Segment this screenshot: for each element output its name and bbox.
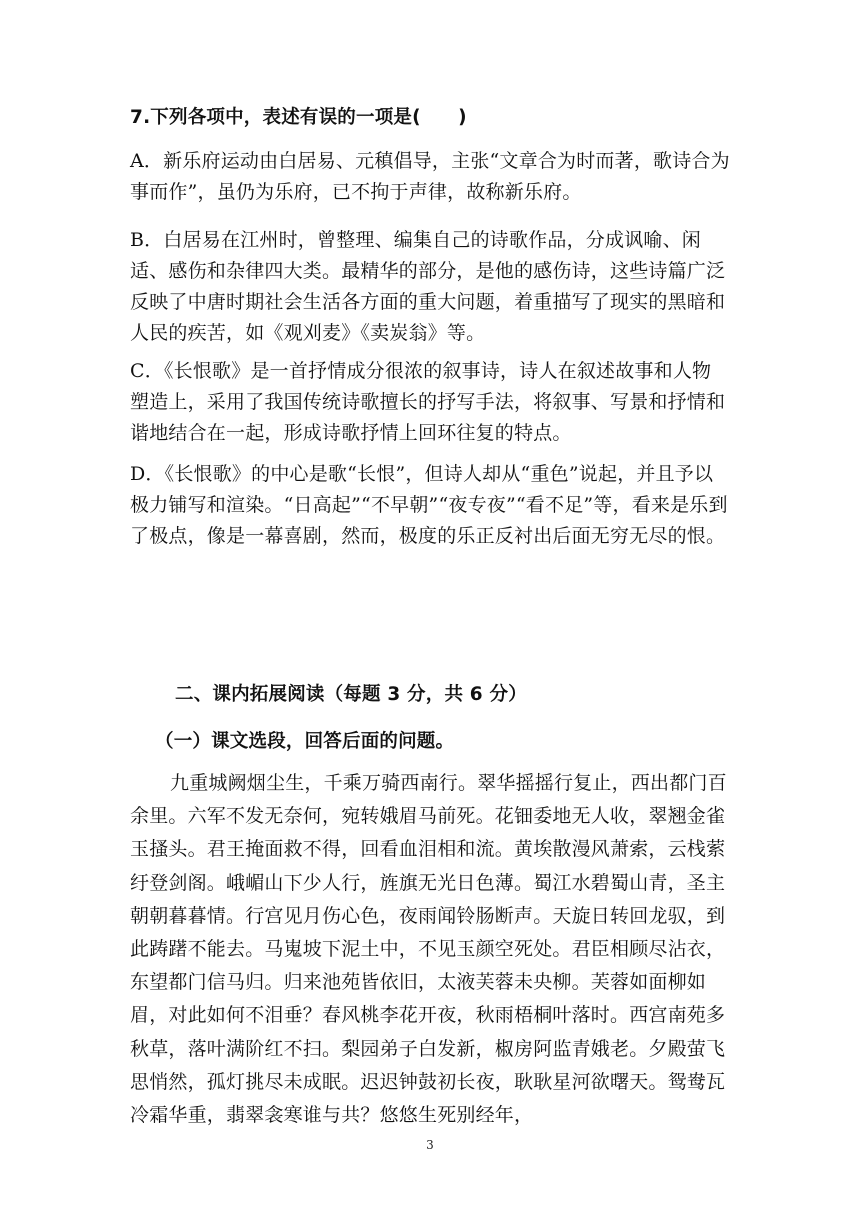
passage-text: 九重城阙烟尘生，千乘万骑西南行。翠华摇摇行复止，西出都门百余里。六军不发无奈何，宛转娥眉马前死。花钿委地无人收，翠翘金雀玉搔头。君王掩面救不得，回看血泪相和流。黄埃散漫风萧索，云栈萦纡登剑阁。峨嵋山下少人行，旌旗无光日色薄。蜀江水碧蜀山青，圣主朝朝暮暮情。行宫见月伤心色，夜雨闻铃肠断声。天旋日转回龙驭，到此踌躇不能去。马嵬坡下泥土中，不见玉颜空死处。君臣相顾尽沾衣，东望都门信马归。归来池苑皆依旧，太液芙蓉未央柳。芙蓉如面柳如眉，对此如何不泪垂？春风桃李花开夜，秋雨梧桐叶落时。西宫南苑多秋草，落叶满阶红不扫。梨园弟子白发新，椒房阿监青娥老。夕殿萤飞思悄然，孤灯挑尽未成眠。迟迟钟鼓初长夜，耿耿星河欲曙天。鸳鸯瓦冷霜华重，翡翠衾寒谁与共？悠悠生死别经年， bbox=[130, 772, 727, 1127]
option-d: D．《长恨歌》的中心是歌“长恨”，但诗人却从“重色”说起，并且予以极力铺写和渲染。“日高起”“不早朝”“夜专夜”“看不足”等，看来是乐到了极点，像是一幕喜剧，然而，极度的乐正反衬出后面无穷无尽的恨。 bbox=[130, 463, 728, 547]
option-a: A．新乐府运动由白居易、元稹倡导，主张“文章合为时而著，歌诗合为事而作”，虽仍为乐府，已不拘于声律，故称新乐府。 bbox=[130, 150, 730, 203]
option-b: B．白居易在江州时，曾整理、编集自己的诗歌作品，分成讽喻、闲适、感伤和杂律四大类。最精华的部分，是他的感伤诗，这些诗篇广泛反映了中唐时期社会生活各方面的重大问题，着重描写了现实的黑暗和人民的疾苦，如《观刈麦》《卖炭翁》等。 bbox=[130, 229, 726, 344]
question-title: 7.下列各项中，表述有误的一项是( ) bbox=[130, 107, 467, 128]
section-title: 二、课内拓展阅读（每题 3 分，共 6 分） bbox=[175, 684, 527, 705]
section-subtitle: （一）课文选段，回答后面的问题。 bbox=[155, 731, 455, 752]
page-number: 3 bbox=[426, 1138, 434, 1152]
option-c: C．《长恨歌》是一首抒情成分很浓的叙事诗，诗人在叙述故事和人物塑造上，采用了我国传统诗歌擅长的抒写手法，将叙事、写景和抒情和谐地结合在一起，形成诗歌抒情上回环往复的特点。 bbox=[130, 360, 726, 444]
